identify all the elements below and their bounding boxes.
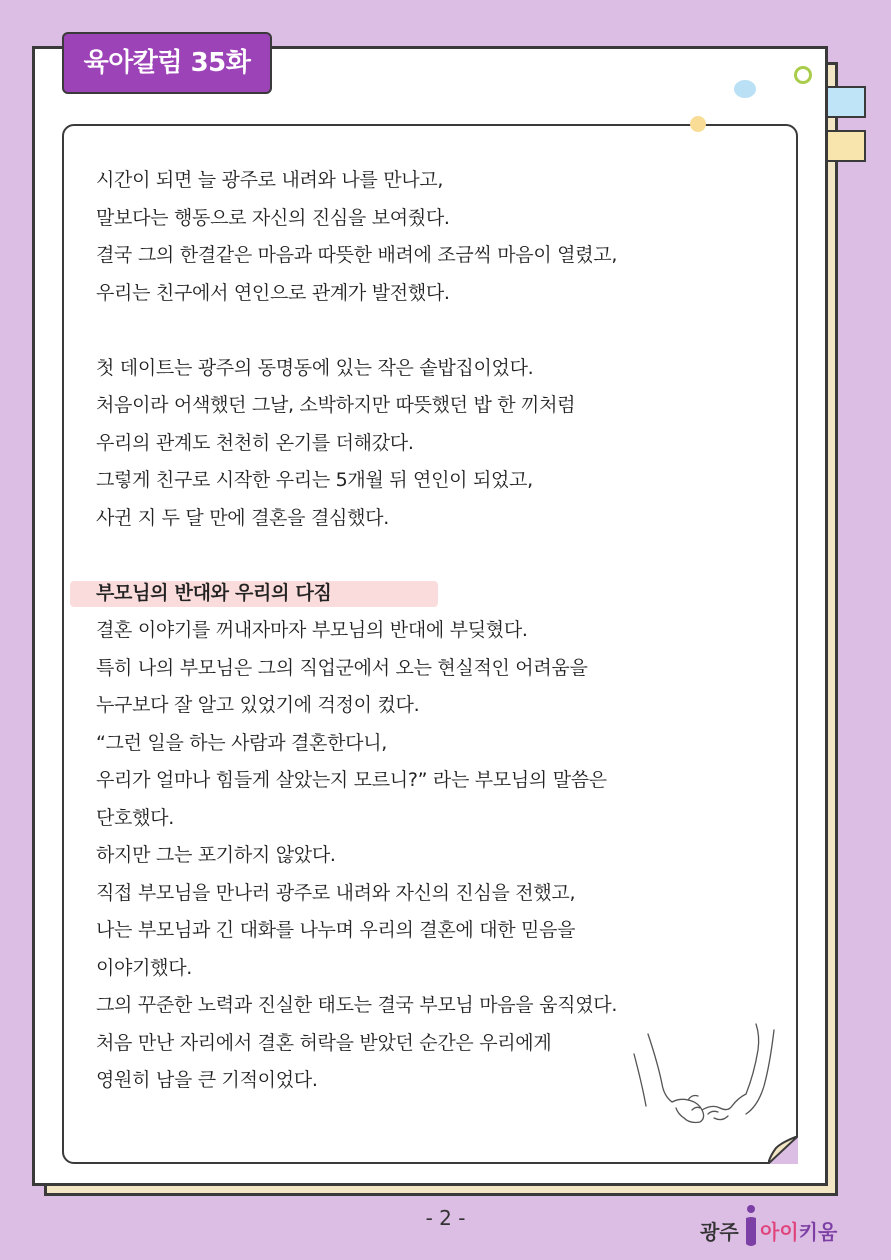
text-line: 그렇게 친구로 시작한 우리는 5개월 뒤 연인이 되었고, — [96, 469, 533, 491]
section-subheading — [96, 575, 776, 613]
page-curl-corner — [768, 1136, 798, 1164]
text-line: 결혼 이야기를 꺼내자마자 부모님의 반대에 부딪혔다. — [96, 619, 528, 641]
text-line: “그런 일을 하는 사람과 결혼한다니, — [96, 731, 387, 754]
text-line: 특히 나의 부모님은 그의 직업군에서 오는 현실적인 어려움을 — [96, 656, 588, 679]
green-ring-decoration — [794, 66, 812, 84]
text-line: 말보다는 행동으로 자신의 진심을 보여줬다. — [96, 206, 450, 229]
text-line: 단호했다. — [96, 806, 174, 829]
logo-text-aiikium — [760, 1216, 837, 1245]
gwangju-ikium-logo — [700, 1200, 850, 1250]
text-line: 영원히 남을 큰 기적이었다. — [96, 1069, 318, 1091]
column-title-badge: 육아칼럼 35화 — [62, 32, 272, 94]
text-line: 우리는 친구에서 연인으로 관계가 발전했다. — [96, 281, 450, 304]
yellow-dot-decoration — [690, 116, 706, 132]
article-body — [96, 162, 776, 1100]
text-line: 사귄 지 두 달 만에 결혼을 결심했다. — [96, 506, 389, 529]
text-line: 첫 데이트는 광주의 동명동에 있는 작은 솥밥집이었다. — [96, 356, 534, 379]
text-line: 처음 만난 자리에서 결혼 허락을 받았던 순간은 우리에게 — [96, 1031, 552, 1054]
text-line: 누구보다 잘 알고 있었기에 걱정이 컸다. — [96, 694, 420, 716]
logo-text-gwangju: 광주 — [700, 1220, 739, 1244]
logo-i-icon — [744, 1204, 758, 1248]
page-number: - 2 - — [425, 1206, 466, 1230]
blue-dot-decoration — [734, 80, 756, 98]
logo-text-kium: 키움 — [798, 1220, 838, 1244]
holding-hands-illustration — [628, 1014, 788, 1130]
paragraph-spacer — [96, 312, 776, 350]
paragraph-1 — [96, 162, 776, 312]
text-line: 그의 꾸준한 노력과 진실한 태도는 결국 부모님 마음을 움직였다. — [96, 994, 618, 1016]
text-line: 우리가 얼마나 힘들게 살았는지 모르니?” 라는 부모님의 말씀은 — [96, 769, 607, 791]
text-line: 결국 그의 한결같은 마음과 따뜻한 배려에 조금씩 마음이 열렸고, — [96, 244, 618, 266]
paragraph-spacer — [96, 537, 776, 575]
text-line: 우리의 관계도 천천히 온기를 더해갔다. — [96, 431, 414, 454]
text-line: 이야기했다. — [96, 956, 193, 979]
subheading-text: 부모님의 반대와 우리의 다짐 — [96, 581, 332, 604]
paragraph-2 — [96, 350, 776, 538]
text-line: 시간이 되면 늘 광주로 내려와 나를 만나고, — [96, 169, 444, 191]
text-line: 직접 부모님을 만나러 광주로 내려와 자신의 진심을 전했고, — [96, 881, 576, 904]
logo-text-ai: 아이 — [760, 1220, 799, 1244]
text-line: 처음이라 어색했던 그날, 소박하지만 따뜻했던 밥 한 끼처럼 — [96, 394, 576, 416]
text-line: 나는 부모님과 긴 대화를 나누며 우리의 결혼에 대한 믿음을 — [96, 919, 576, 941]
blue-index-tab — [826, 86, 866, 118]
text-line: 하지만 그는 포기하지 않았다. — [96, 844, 336, 866]
yellow-index-tab — [826, 130, 866, 162]
